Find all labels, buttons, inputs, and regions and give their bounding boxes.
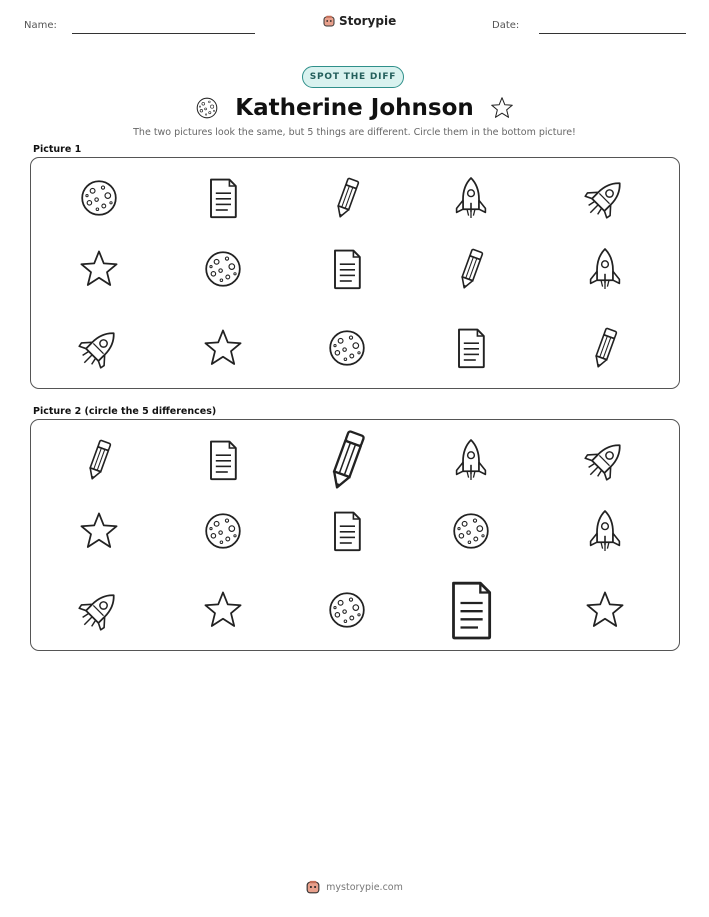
brand [323, 14, 396, 28]
grid-cell [447, 174, 495, 222]
grid-cell[interactable] [447, 436, 495, 484]
document-icon [436, 575, 506, 645]
rocket-tilted-icon [581, 436, 629, 484]
grid-cell [199, 245, 247, 293]
grid-cell[interactable] [75, 436, 123, 484]
grid-cell [581, 324, 629, 372]
picture-2-label: Picture 2 (circle the 5 differences) [33, 406, 217, 417]
grid-cell [75, 245, 123, 293]
moon-icon [323, 586, 371, 634]
grid-cell[interactable] [581, 586, 629, 634]
grid-cell [75, 174, 123, 222]
grid-cell[interactable] [199, 436, 247, 484]
brand-name: Storypie [339, 14, 397, 28]
footer-link[interactable]: mystorypie.com [326, 881, 403, 893]
moon-icon [323, 324, 371, 372]
date-field[interactable] [539, 33, 686, 34]
star-icon [75, 507, 123, 555]
document-icon [199, 174, 247, 222]
grid-cell[interactable] [75, 507, 123, 555]
moon-icon [75, 174, 123, 222]
name-field[interactable] [72, 33, 255, 34]
grid-cell[interactable] [436, 575, 506, 645]
rocket-icon [447, 174, 495, 222]
rocket-tilted-icon [75, 324, 123, 372]
rocket-tilted-icon [75, 586, 123, 634]
grid-cell [199, 174, 247, 222]
moon-icon [199, 245, 247, 293]
grid-cell[interactable] [581, 507, 629, 555]
document-icon [447, 324, 495, 372]
title-row [0, 92, 709, 124]
moon-icon [193, 94, 221, 122]
star-icon [581, 586, 629, 634]
pencil-icon [581, 324, 629, 372]
document-icon [323, 507, 371, 555]
name-label: Name: [24, 20, 57, 31]
grid-cell[interactable] [323, 507, 371, 555]
grid-cell[interactable] [312, 425, 382, 495]
pencil-icon [323, 174, 371, 222]
pencil-icon [312, 425, 382, 495]
grid-cell[interactable] [75, 586, 123, 634]
grid-cell [199, 324, 247, 372]
picture-1-panel [30, 157, 680, 389]
rocket-icon [581, 507, 629, 555]
star-icon [199, 324, 247, 372]
moon-icon [199, 507, 247, 555]
grid-cell [75, 324, 123, 372]
grid-cell [581, 245, 629, 293]
grid-cell[interactable] [581, 436, 629, 484]
grid-cell [323, 174, 371, 222]
footer [0, 880, 709, 894]
pencil-icon [75, 436, 123, 484]
grid-cell[interactable] [199, 586, 247, 634]
rocket-icon [447, 436, 495, 484]
grid-cell [447, 324, 495, 372]
storypie-logo-icon [306, 880, 320, 894]
star-icon [75, 245, 123, 293]
page-title: Katherine Johnson [235, 95, 474, 121]
date-label: Date: [492, 20, 520, 31]
grid-cell[interactable] [323, 586, 371, 634]
document-icon [323, 245, 371, 293]
grid-cell [447, 245, 495, 293]
star-icon [488, 94, 516, 122]
picture-2-panel[interactable] [30, 419, 680, 651]
grid-cell[interactable] [447, 507, 495, 555]
picture-1-label: Picture 1 [33, 144, 82, 155]
grid-cell [581, 174, 629, 222]
document-icon [199, 436, 247, 484]
grid-cell [323, 324, 371, 372]
instructions: The two pictures look the same, but 5 things are different. Circle them in the bottom picture! [133, 127, 576, 138]
rocket-tilted-icon [581, 174, 629, 222]
star-icon [199, 586, 247, 634]
grid-cell [323, 245, 371, 293]
spot-the-diff-badge: SPOT THE DIFF [302, 66, 404, 88]
storypie-logo-icon [323, 15, 335, 27]
grid-cell[interactable] [199, 507, 247, 555]
rocket-icon [581, 245, 629, 293]
pencil-icon [447, 245, 495, 293]
moon-icon [447, 507, 495, 555]
